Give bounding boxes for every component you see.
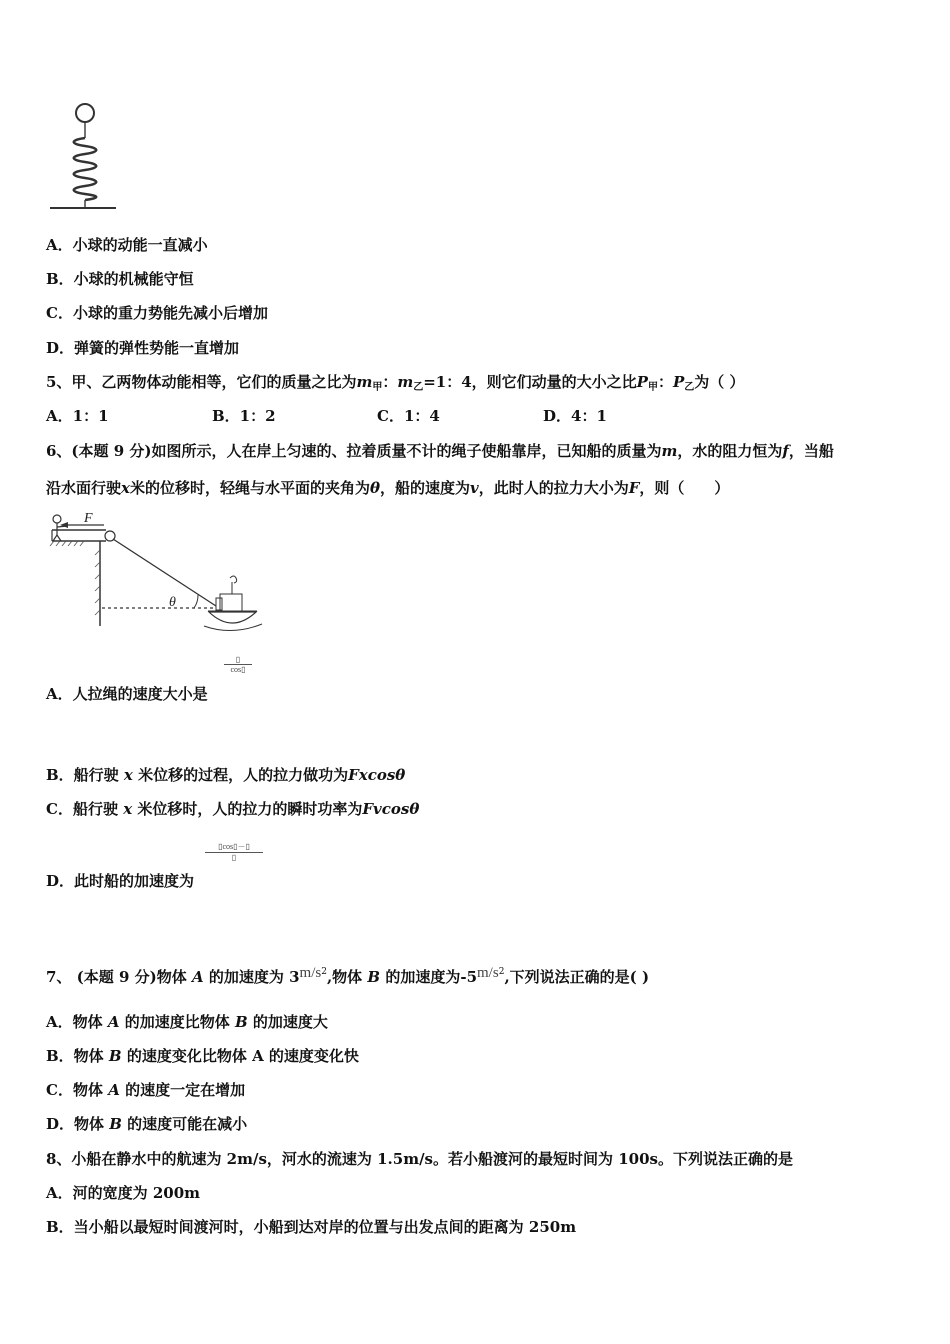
rope-line: [113, 539, 216, 606]
ball-icon: [76, 104, 94, 122]
q6-stem-line2: 沿水面行驶x米的位移时，轻绳与水平面的夹角为θ，船的速度为v，此时人的拉力大小为F，则（ ）: [46, 479, 730, 497]
q6-option-d: D．此时船的加速度为: [46, 872, 195, 890]
q5-stem: 5、甲、乙两物体动能相等，它们的质量之比为$m_甲$：$m_乙=1$：4，则它们动量的大小之比$P_甲$：$P_乙$为（ ）: [46, 373, 745, 393]
boat-pulling-figure: [44, 508, 274, 633]
spring-icon: [74, 138, 97, 200]
q7-option-d: D．物体 B 的速度可能在减小: [46, 1115, 248, 1133]
q7-option-a: A．物体 A 的加速度比物体 B 的加速度大: [46, 1013, 328, 1031]
person-icon: [53, 515, 68, 541]
q7-option-b: B．物体 B 的速度变化比物体 A 的速度变化快: [46, 1047, 359, 1065]
q6-option-a: A．人拉绳的速度大小是: [46, 685, 208, 703]
q6-option-c: C．船行驶 x 米位移时，人的拉力的瞬时功率为Fvcosθ: [46, 800, 420, 818]
q7-option-c: C．物体 A 的速度一定在增加: [46, 1081, 246, 1099]
q5-options: [46, 406, 646, 426]
q5-option-b: B．1：2: [212, 407, 276, 425]
q6-stem-line1: 6、(本题 9 分)如图所示，人在岸上匀速的、拉着质量不计的绳子使船靠岸，已知船的质量为m，水的阻力恒为f，当船: [46, 442, 834, 460]
q4-option-d: D．弹簧的弹性势能一直增加: [46, 339, 240, 357]
q4-option-b: B．小球的机械能守恒: [46, 270, 194, 288]
q8-option-b: B．当小船以最短时间渡河时，小船到达对岸的位置与出发点间的距离为 250m: [46, 1218, 577, 1236]
force-label: F: [84, 511, 93, 526]
q7-stem: 7、 (本题 9 分)物体 A 的加速度为 $3m/s^2$,物体 B 的加速度为$-5m/s^2$,下列说法正确的是( ): [46, 965, 650, 986]
q5-option-d: D．4：1: [543, 407, 607, 425]
q6-option-d-fraction: ▯cos▯－▯ ▯: [205, 841, 263, 862]
q8-option-a: A．河的宽度为 200m: [46, 1184, 201, 1202]
q4-option-c: C．小球的重力势能先减小后增加: [46, 304, 268, 322]
q6-option-b: B．船行驶 x 米位移的过程，人的拉力做功为Fxcosθ: [46, 766, 406, 784]
q5-option-c: C．1：4: [377, 407, 440, 425]
angle-label: θ: [169, 595, 176, 610]
spring-ball-figure: [40, 98, 130, 218]
q8-stem: 8、小船在静水中的航速为 2m/s，河水的流速为 1.5m/s。若小船渡河的最短时间为 100s。下列说法正确的是: [46, 1150, 793, 1168]
q5-option-a: A．1：1: [46, 407, 109, 425]
q6-option-a-fraction: ▯ cos▯: [224, 655, 252, 674]
q4-option-a: A．小球的动能一直减小: [46, 236, 208, 254]
